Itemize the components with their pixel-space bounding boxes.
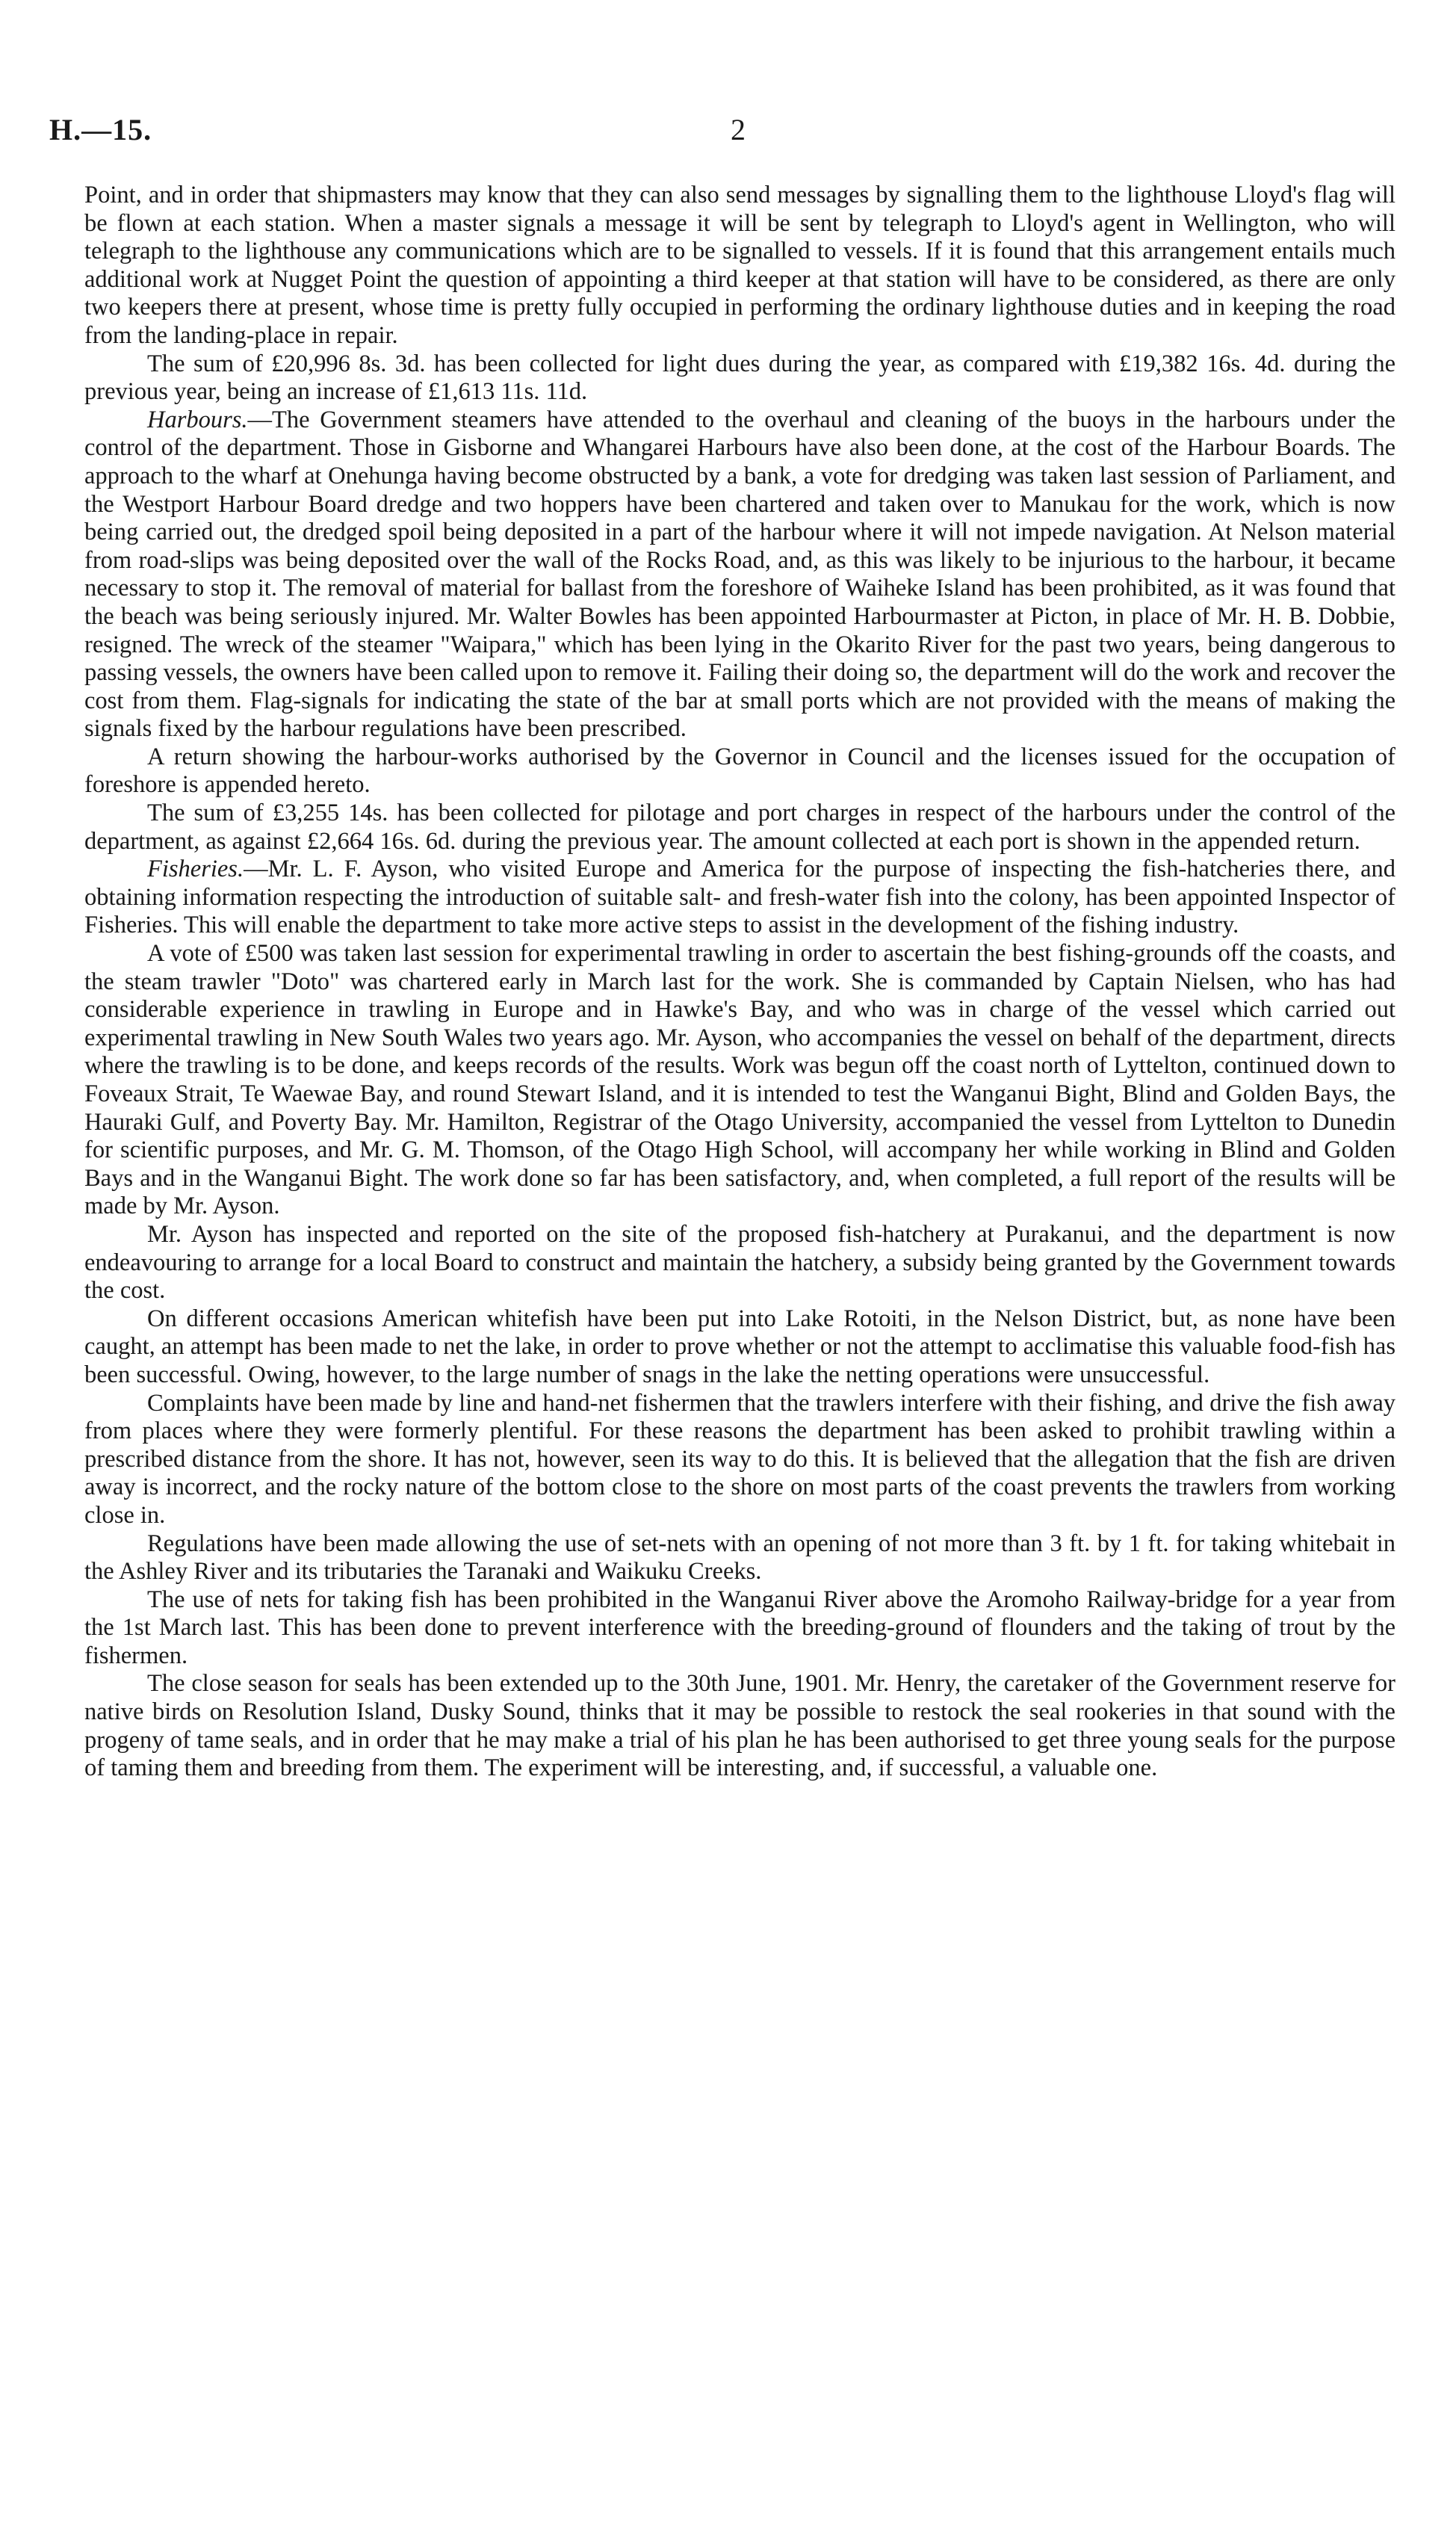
paragraph-text: Point, and in order that shipmasters may know that they can also send messages by signalling them to the lighthouse Lloyd's flag will be flown at each station. When a master signals a message it will be sent by telegraph to Lloyd's agent in Wellington, who will telegraph to the lighthouse any communications which are to be signalled to vessels. If it is found that this arrangement entails much additional work at Nugget Point the question of appointing a third keeper at that station will have to be considered, as there are only two keepers there at present, whose time is pretty fully occupied in performing the ordinary lighthouse duties and in keeping the road from the landing-place in repair. bbox=[84, 182, 1395, 349]
paragraph-text: The use of nets for taking fish has been prohibited in the Wanganui River above the Aromoho Railway-bridge for a year from the 1st March last. This has been done to prevent interference with the breeding-ground of flounders and the taking of trout by the fishermen. bbox=[84, 1586, 1395, 1669]
paragraph-text: Regulations have been made allowing the use of set-nets with an opening of not more than 3 ft. by 1 ft. for taking whitebait in the Ashley River and its tributaries the Taranaki and Waikuku Creeks. bbox=[84, 1529, 1395, 1586]
paragraph bbox=[84, 182, 1395, 350]
paragraph-fisheries bbox=[84, 856, 1395, 940]
paragraph bbox=[84, 1390, 1395, 1530]
page-number: 2 bbox=[731, 113, 746, 146]
paragraph-text: Complaints have been made by line and hand-net fishermen that the trawlers interfere with their fishing, and drive the fish away from places where they were formerly plentiful. For these reasons the department has been asked to prohibit trawling within a prescribed distance from the shore. It has not, however, seen its way to do this. It is believed that the allegation that the fish are driven away is incorrect, and the rocky nature of the bottom close to the shore on most parts of the coast prevents the trawlers from working close in. bbox=[84, 1389, 1395, 1529]
paragraph bbox=[84, 799, 1395, 856]
paragraph bbox=[84, 743, 1395, 799]
paragraph bbox=[84, 1670, 1395, 1782]
paragraph-text: The close season for seals has been extended up to the 30th June, 1901. Mr. Henry, the caretaker of the Government reserve for native birds on Resolution Island, Dusky Sound, thinks that it may be possible to restock the seal rookeries in that sound with the progeny of tame seals, and in order that he may make a trial of his plan he has been authorised to get three young seals for the purpose of taming them and breeding from them. The experiment will be interesting, and, if successful, a valuable one. bbox=[84, 1670, 1395, 1782]
paragraph bbox=[84, 350, 1395, 406]
paragraph-text: A return showing the harbour-works authorised by the Governor in Council and the licenses issued for the occupation of foreshore is appended hereto. bbox=[84, 743, 1395, 799]
paragraph bbox=[84, 1305, 1395, 1390]
paragraph-text: The sum of £3,255 14s. has been collected for pilotage and port charges in respect of the harbours under the control of the department, as against £2,664 16s. 6d. during the previous year. The amount collected at each port is shown in the appended return. bbox=[84, 799, 1395, 855]
paragraph bbox=[84, 940, 1395, 1221]
page-header bbox=[49, 112, 1394, 157]
paragraph bbox=[84, 1586, 1395, 1671]
paragraph-text: —The Government steamers have attended to the overhaul and cleaning of the buoys in the harbours under the control of the department. Those in Gisborne and Whangarei Harbours have also been done, at the cost of the Harbour Boards. The approach to the wharf at Onehunga having become obstructed by a bank, a vote for dredging was taken last session of Parliament, and the Westport Harbour Board dredge and two hoppers have been chartered and taken over to Manukau for the work, which is now being carried out, the dredged spoil being deposited in a part of the harbour where it will not impede navigation. At Nelson material from road-slips was being deposited over the wall of the Rocks Road, and, as this was likely to be injurious to the harbour, it became necessary to stop it. The removal of material for ballast from the foreshore of Waiheke Island has been prohibited, as it was found that the beach was being seriously injured. Mr. Walter Bowles has been appointed Harbourmaster at Picton, in place of Mr. H. B. Dobbie, resigned. The wreck of the steamer "Waipara," which has been lying in the Okarito River for the past two years, being dangerous to passing vessels, the owners have been called upon to remove it. Failing their doing so, the department will do the work and recover the cost from them. Flag-signals for indicating the state of the bar at small ports which are not provided with the means of making the signals fixed by the harbour regulations have been prescribed. bbox=[84, 406, 1395, 743]
paragraph bbox=[84, 1530, 1395, 1586]
document-reference: H.—15. bbox=[49, 113, 152, 146]
paragraph bbox=[84, 1221, 1395, 1305]
paragraph-text: The sum of £20,996 8s. 3d. has been collected for light dues during the year, as compared with £19,382 16s. 4d. during the previous year, being an increase of £1,613 11s. 11d. bbox=[84, 350, 1395, 406]
paragraph-text: Mr. Ayson has inspected and reported on the site of the proposed fish-hatchery at Purakanui, and the department is now endeavouring to arrange for a local Board to construct and maintain the hatchery, a subsidy being granted by the Government towards the cost. bbox=[84, 1220, 1395, 1305]
paragraph-text: On different occasions American whitefish have been put into Lake Rotoiti, in the Nelson District, but, as none have been caught, an attempt has been made to net the lake, in order to prove whether or not the attempt to acclimatise this valuable food-fish has been successful. Owing, however, to the large number of snags in the lake the netting operations were unsuccessful. bbox=[84, 1305, 1395, 1388]
section-heading-harbours: Harbours. bbox=[147, 406, 248, 433]
paragraph-harbours bbox=[84, 406, 1395, 743]
paragraph-text: A vote of £500 was taken last session for experimental trawling in order to ascertain the best fishing-grounds off the coasts, and the steam trawler "Doto" was chartered early in March last for the work. She is commanded by Captain Nielsen, who has had considerable experience in trawling in Europe and in Hawke's Bay, and who was in charge of the vessel which carried out experimental trawling in New South Wales two years ago. Mr. Ayson, who accompanies the vessel on behalf of the department, directs where the trawling is to be done, and keeps records of the results. Work was begun off the coast north of Lyttelton, continued down to Foveaux Strait, Te Waewae Bay, and round Stewart Island, and it is intended to test the Wanganui Bight, Blind and Golden Bays, the Hauraki Gulf, and Poverty Bay. Mr. Hamilton, Registrar of the Otago University, accompanied the vessel from Lyttelton to Dunedin for scientific purposes, and Mr. G. M. Thomson, of the Otago High School, will accompany her while working in Blind and Golden Bays and in the Wanganui Bight. The work done so far has been satisfactory, and, when completed, a full report of the results will be made by Mr. Ayson. bbox=[84, 940, 1395, 1220]
document-body bbox=[84, 182, 1395, 1783]
section-heading-fisheries: Fisheries. bbox=[147, 856, 244, 883]
paragraph-text: —Mr. L. F. Ayson, who visited Europe and America for the purpose of inspecting the fish-hatcheries there, and obtaining information respecting the introduction of suitable salt- and fresh-water fish into the colony, has been appointed Inspector of Fisheries. This will enable the department to take more active steps to assist in the development of the fishing industry. bbox=[84, 856, 1395, 939]
